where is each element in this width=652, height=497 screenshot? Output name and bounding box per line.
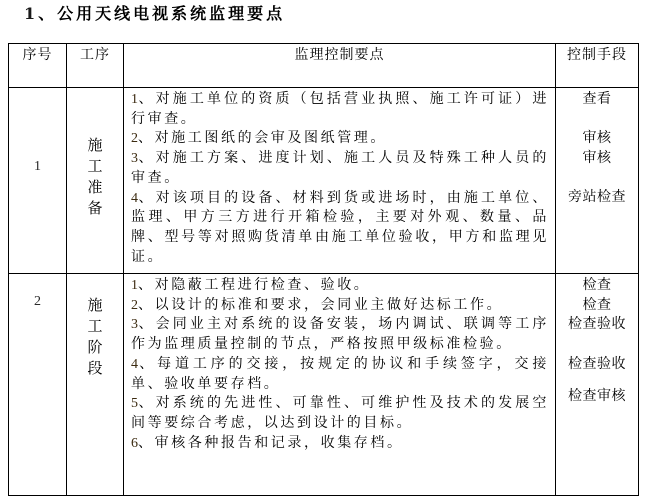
section-title-text: 、公用天线电视系统监理要点	[38, 4, 286, 23]
control-method: 检查	[582, 277, 612, 293]
control-method: 检查验收	[568, 316, 626, 333]
process-cell	[67, 274, 124, 496]
process-label: 施工阶段	[87, 296, 103, 377]
control-method: 检查验收	[568, 355, 626, 372]
section-number: 1	[24, 4, 39, 23]
process-cell	[67, 88, 124, 274]
row-number-cell	[9, 88, 67, 274]
control-point-item: 1、对隐蔽工程进行检查、验收。	[131, 277, 371, 293]
row-number: 2	[34, 294, 41, 309]
control-method: 旁站检查	[568, 189, 626, 206]
control-point-item: 6、审核各种报告和记录，收集存档。	[131, 434, 404, 451]
row-number-cell	[9, 274, 67, 496]
header-no: 序号	[9, 44, 67, 88]
process-label: 施工准备	[87, 135, 103, 217]
table-header-row	[9, 44, 639, 88]
control-method: 查看	[582, 91, 612, 107]
control-method-cell	[556, 274, 639, 496]
control-method: 检查	[582, 296, 612, 313]
table-row	[9, 88, 639, 274]
control-method: 审核	[582, 130, 612, 147]
header-process: 工序	[67, 44, 124, 88]
control-point-item: 3、会同业主对系统的设备安装，场内调试、联调等工序作为监理质量控制的节点，严格按照甲级标准检验。	[131, 316, 549, 353]
control-point-item: 4、对该项目的设备、材料到货或进场时，由施工单位、监理、甲方三方进行开箱检验，主要对外观、数量、品牌、型号等对照购货清单由施工单位验收，甲方和监理见证。	[131, 189, 549, 265]
control-point-item: 4、每道工序的交接，按规定的协议和手续签字，交接单、验收单要存档。	[131, 355, 549, 392]
header-points: 监理控制要点	[124, 44, 556, 88]
control-method: 检查审核	[568, 387, 626, 404]
control-point-item: 2、以设计的标准和要求，会同业主做好达标工作。	[131, 296, 504, 313]
control-points-cell	[124, 88, 556, 274]
supervision-points-table	[8, 43, 639, 496]
header-method: 控制手段	[556, 44, 639, 88]
section-title	[24, 4, 285, 24]
control-points-cell	[124, 274, 556, 496]
control-point-item: 3、对施工方案、进度计划、施工人员及特殊工种人员的审查。	[131, 150, 549, 186]
table-row	[9, 274, 639, 496]
row-number: 1	[34, 158, 41, 174]
control-point-item: 2、对施工图纸的会审及图纸管理。	[131, 130, 387, 147]
control-point-item: 1、对施工单位的资质（包括营业执照、施工许可证）进行审查。	[131, 91, 549, 127]
control-method: 审核	[582, 150, 612, 167]
control-method-cell	[556, 88, 639, 274]
control-point-item: 5、对系统的先进性、可靠性、可维护性及技术的发展空间等要综合考虑，以达到设计的目标。	[131, 395, 549, 431]
